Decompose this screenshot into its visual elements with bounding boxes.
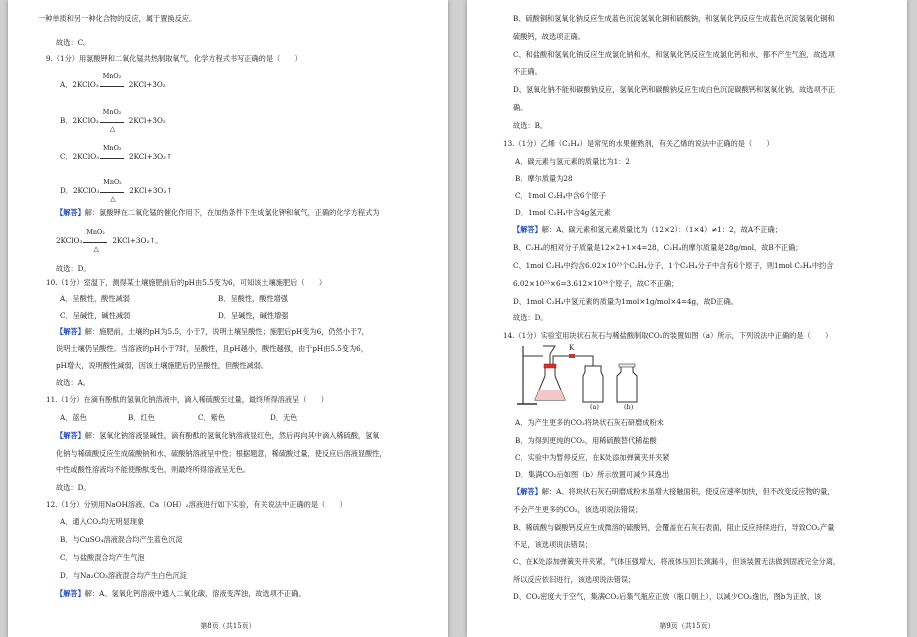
text-line: 一种单质和另一种化合物的反应，属于置换反应。	[38, 14, 197, 23]
text-line: A．通入CO₂均无明显现象	[60, 517, 145, 526]
text-line: 6.02×10²³×6=3.612×10²⁴个原子，故C不正确；	[513, 279, 679, 288]
text-line: A．为产生更多的CO₂将块状石灰石研磨成粉末	[515, 418, 664, 427]
equation-reactant: B．2KClO₃	[60, 116, 99, 125]
answer-explanation	[56, 589, 448, 599]
figure-b-label: (b)	[624, 403, 634, 411]
page-footer: 第8页（共15页）	[200, 622, 256, 630]
text-line: B、稀硫酸与碳酸钙反应生成微溶的硫酸钙，会覆盖在石灰石表面，阻止反应持续进行，导致CO₂产量	[513, 523, 835, 532]
answer-explanation	[56, 327, 448, 337]
chemical-equation	[60, 108, 166, 133]
equation-catalyst: MnO₂	[103, 178, 122, 186]
answer-explanation	[513, 487, 907, 497]
text-line: 故选：D。	[56, 264, 91, 273]
figure-a-label: (a)	[590, 403, 599, 411]
text-line: 故选：D。	[56, 483, 91, 492]
text-line: 故选：B。	[513, 121, 548, 130]
text-line: C、和盐酸和氢氧化钠反应生成氯化钠和水，和氢氧化钙反应生成氯化钙和水，都不产生气泡，故选项	[513, 50, 835, 59]
answer-text: 解：A、将块状石灰石研磨成粉末虽增大接触面积，使反应速率加快，但不改变反应物的量，	[541, 487, 835, 496]
text-line: 确。	[513, 103, 528, 112]
text-line: 中性或酸性溶液均不能使酚酞变色，则最终所得溶液呈无色。	[56, 465, 251, 474]
text-line: C．1mol C₂H₄中含6个原子	[515, 191, 607, 200]
equation-reactant: 2KClO₃	[56, 236, 83, 245]
equation-product: 2KCl+3O₂↑	[129, 152, 172, 161]
equation-arrow	[100, 158, 124, 159]
equation-arrow	[100, 122, 124, 123]
text-line: C．实验中为暂停反应，在K处添加弹簧夹并夹紧	[515, 453, 670, 462]
text-line: B、硫酸铜和氢氧化钠反应生成蓝色沉淀氢氧化铜和硫酸钠，和氢氧化钙反应生成蓝色沉淀氢氧化铜和	[513, 14, 835, 23]
valve-k-label: K	[569, 344, 575, 352]
answer-text: 解：施肥前，土壤的pH为5.5，小于7，说明土壤呈酸性；施肥后pH变为6，仍然小于7，	[84, 327, 369, 336]
answer-text: 解：A、氢氧化钙溶液中通入二氧化碳，溶液变浑浊，故选项不正确。	[84, 589, 306, 598]
answer-label: 【解答】	[56, 589, 85, 598]
heat-symbol: △	[93, 245, 99, 253]
text-line: 所以反应依旧进行，该选项说法错误；	[513, 575, 636, 584]
text-line: 故选：C。	[56, 38, 91, 47]
equation-catalyst: MnO₂	[102, 72, 122, 80]
text-line: B．为得到更纯的CO₂，用稀硫酸替代稀盐酸	[515, 436, 657, 445]
equation-catalyst: MnO₂	[102, 108, 122, 116]
left-page	[8, 0, 448, 637]
answer-text: 解：氯酸钾在二氧化锰的催化作用下，在加热条件下生成氯化钾和氧气，正确的化学方程式为	[84, 208, 380, 217]
text-line: D．1mol C₂H₄中含4g氢元素	[515, 208, 611, 217]
answer-explanation	[56, 431, 448, 441]
equation-arrow	[100, 192, 124, 193]
text-line: C、在K处添加弹簧夹并夹紧，气体压强增大，将液体压回长颈漏斗，但该装置无法做到固液完全分离，	[513, 557, 841, 566]
text-line: B．摩尔质量为28	[515, 174, 573, 183]
text-line: 化钠与稀硫酸反应生成硫酸钠和水，硫酸钠溶液呈中性；根据题意，稀硫酸过量，使反应后溶液显酸性，	[56, 449, 387, 458]
answer-label: 【解答】	[513, 225, 542, 234]
text-line: C．呈碱性，碱性减弱	[60, 311, 131, 320]
text-line: 11.（1分）在滴有酚酞的氢氧化钠溶液中，滴入稀硫酸至过量，最终所得溶液呈（ ）	[46, 395, 328, 404]
equation-arrow	[83, 242, 107, 243]
equation-reactant: A．2KClO₃	[60, 80, 99, 89]
text-line: D、CO₂密度大于空气，集满CO₂后集气瓶应正放（瓶口朝上），以减少CO₂逸出，图b为正放，该	[513, 592, 822, 601]
text-line: 不正确。	[513, 67, 542, 76]
equation-product: 2KCl+3O₂↑。	[112, 236, 163, 245]
text-line: D．呈碱性，碱性增强	[218, 311, 289, 320]
answer-text: 解：氢氧化钠溶液显碱性，滴有酚酞的氢氧化钠溶液显红色，然后再向其中滴入稀硫酸，氢氧	[84, 431, 380, 440]
answer-label: 【解答】	[513, 487, 542, 496]
equation-reactant: D．2KClO₃	[60, 186, 100, 195]
text-line: C．与盐酸混合均产生气泡	[60, 553, 145, 562]
text-line: 9.（1分）用氯酸钾和二氧化锰共热制取氧气，化学方程式书写正确的是（ ）	[46, 54, 302, 63]
page-footer: 第9页（共15页）	[659, 622, 715, 630]
text-line: D．与Na₂CO₃溶液混合均产生白色沉淀	[60, 571, 187, 580]
text-line: 不会产生更多的CO₂，该选项说法错误；	[513, 505, 643, 514]
equation-catalyst: MnO₂	[103, 144, 122, 152]
answer-text: 解：A、碳元素和氢元素质量比为（12×2）：（1×4）≠1：2，故A不正确；	[541, 225, 782, 234]
chemical-equation	[60, 144, 172, 162]
text-line: 不足，该选项说法错误；	[513, 540, 593, 549]
text-line: A．碳元素与氢元素的质量比为1：2	[515, 157, 630, 166]
equation-product: 2KCl+3O₂	[128, 116, 166, 125]
text-line: B．红色	[128, 413, 155, 422]
chemical-equation	[56, 228, 163, 253]
text-line: D．无色	[270, 413, 298, 422]
text-line: 故选：A。	[56, 378, 90, 387]
text-line: A．呈酸性，酸性减弱	[60, 294, 130, 303]
text-line: B．呈酸性，酸性增强	[218, 294, 288, 303]
answer-explanation	[513, 225, 907, 235]
text-line: C．紫色	[198, 413, 226, 422]
text-line: 13.（1分）乙烯（C₂H₄）是常见的水果催熟剂，有关乙烯的说法中正确的是（ ）	[503, 139, 774, 148]
answer-explanation	[56, 208, 448, 218]
heat-symbol: △	[109, 125, 116, 133]
answer-label: 【解答】	[56, 327, 85, 336]
text-line: B、C₂H₄的相对分子质量是12×2+1×4=28，C₂H₄的摩尔质量是28g/mol，故B不正确；	[513, 243, 803, 252]
text-line: D、氢氧化钠不能和碳酸钠反应，氢氧化钙和碳酸钠反应生成白色沉淀碳酸钙和氢氧化钠，故选项不正	[513, 85, 836, 94]
equation-product: 2KCl+3O₂↑	[129, 186, 173, 195]
text-line: D、1mol C₂H₄中氢元素的质量为1mol×1g/mol×4=4g，故D正确。	[513, 297, 738, 306]
chemical-equation	[60, 72, 166, 90]
text-line: pH增大，说明酸性减弱，因该土壤施肥后仍呈酸性，但酸性减弱。	[56, 361, 269, 370]
equation-reactant: C．2KClO₃	[60, 152, 100, 161]
text-line: 说明土壤仍呈酸性。当溶液的pH小于7时，呈酸性，且pH越小，酸性越强，由于pH由5.5变为6，	[56, 344, 368, 353]
text-line: 故选：D。	[513, 313, 548, 322]
right-page	[467, 0, 907, 637]
text-line: B．与CuSO₄溶液混合均产生蓝色沉淀	[60, 535, 183, 544]
text-line: A．蓝色	[60, 413, 87, 422]
text-line: D．集满CO₂后如图（b）所示放置可减少其逸出	[515, 470, 670, 479]
equation-product: 2KCl+3O₂	[128, 80, 166, 89]
text-line: 硫酸钙，故选项正确。	[513, 32, 585, 41]
text-line: 10.（1分）室温下，测得某土壤施肥前后的pH由5.5变为6，可知该土壤施肥后（ ）	[46, 278, 327, 287]
text-line: C、1mol C₂H₄中约含6.02×10²³个C₂H₄分子，1个C₂H₄分子中含有6个原子，则1mol C₂H₄中约含	[513, 261, 834, 270]
heat-symbol: △	[110, 195, 116, 203]
text-line: 12.（1分）分别用NaOH溶液、Ca（OH）₂溶液进行如下实验，有关说法中正确的是（ ）	[46, 500, 347, 509]
answer-label: 【解答】	[56, 431, 85, 440]
answer-label: 【解答】	[56, 208, 85, 217]
equation-catalyst: MnO₂	[86, 228, 105, 236]
chemical-equation	[60, 178, 173, 203]
equation-arrow	[100, 86, 124, 87]
text-line: 14.（1分）实验室用块状石灰石与稀盐酸制取CO₂的装置如图（a）所示，下列说法中正确的是（ ）	[503, 331, 833, 340]
